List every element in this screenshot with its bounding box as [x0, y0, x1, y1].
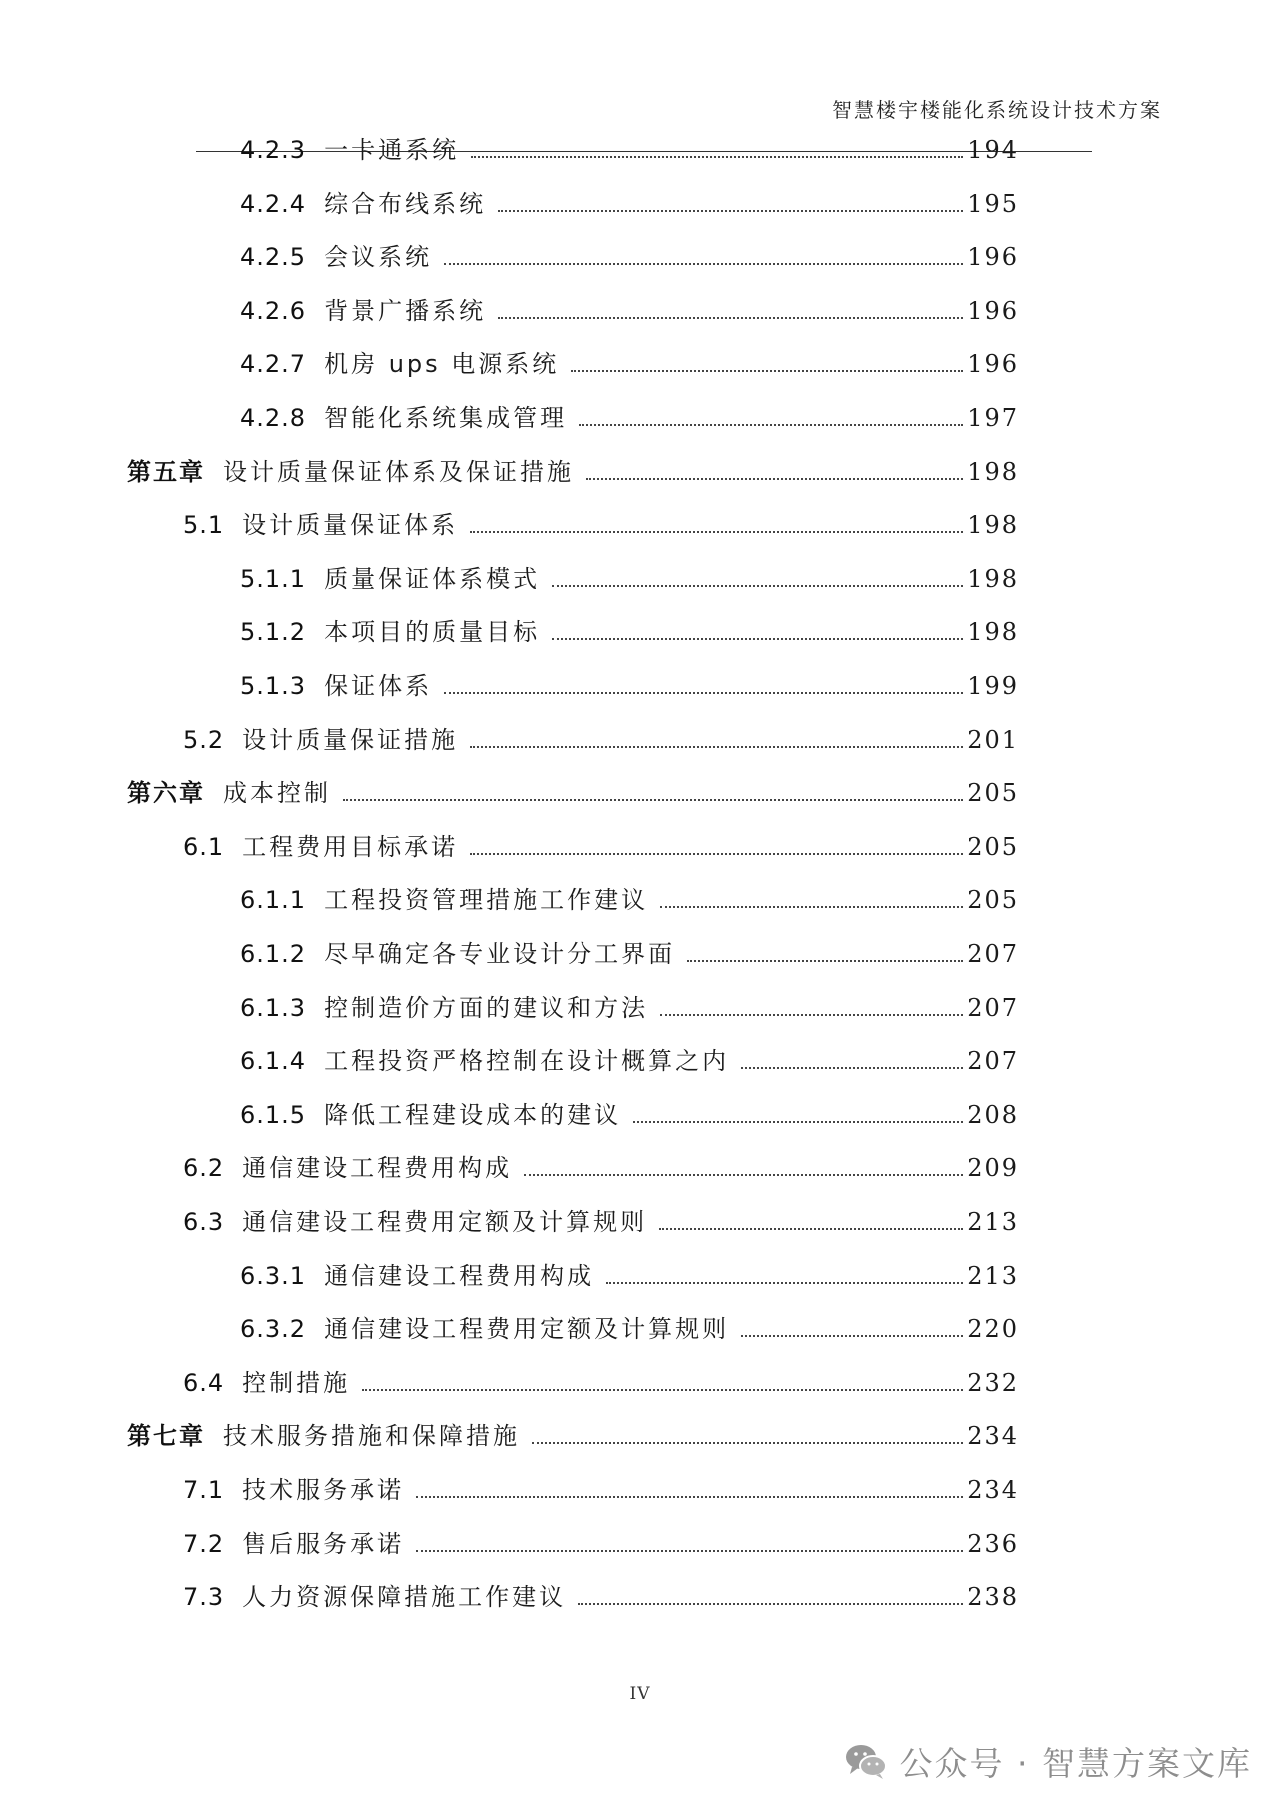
toc-entry[interactable]	[0, 1572, 1270, 1612]
toc-entry-title: 工程投资管理措施工作建议	[324, 886, 649, 915]
toc-entry[interactable]	[0, 1143, 1270, 1183]
toc-entry-title: 设计质量保证措施	[242, 725, 459, 754]
toc-entry-title: 通信建设工程费用定额及计算规则	[324, 1315, 730, 1344]
toc-entry-title: 会议系统	[324, 243, 433, 272]
toc-entry-title: 机房 ups 电源系统	[324, 350, 560, 379]
toc-entry-number: 4.2.5	[240, 243, 307, 272]
toc-entry-page: 213	[967, 1261, 1019, 1290]
toc-entry-title: 一卡通系统	[324, 136, 460, 164]
toc-dot-leader	[470, 746, 963, 748]
toc-entry-page: 205	[967, 779, 1019, 808]
toc-entry[interactable]	[0, 1036, 1270, 1076]
toc-entry[interactable]	[0, 1251, 1270, 1291]
toc-entry[interactable]	[0, 447, 1270, 487]
toc-entry[interactable]	[0, 286, 1270, 326]
toc-dot-leader	[552, 585, 963, 587]
toc-entry-page: 196	[967, 243, 1019, 272]
toc-entry-number: 5.1.1	[240, 564, 307, 593]
toc-entry-page: 234	[967, 1422, 1019, 1451]
toc-entry-title: 综合布线系统	[324, 189, 487, 218]
toc-entry-title: 成本控制	[223, 779, 331, 808]
toc-entry-title: 工程费用目标承诺	[242, 832, 459, 861]
toc-entry-number: 6.1.5	[240, 1100, 307, 1129]
toc-dot-leader	[498, 210, 963, 212]
toc-dot-leader	[741, 1067, 963, 1069]
toc-entry-title: 通信建设工程费用定额及计算规则	[242, 1208, 648, 1236]
toc-entry-page: 198	[967, 457, 1019, 486]
toc-dot-leader	[552, 638, 963, 640]
toc-dot-leader	[579, 424, 963, 426]
toc-entry[interactable]	[0, 929, 1270, 969]
toc-entry[interactable]	[0, 1197, 1270, 1237]
toc-entry-page: 220	[967, 1315, 1019, 1344]
toc-dot-leader	[660, 906, 963, 908]
toc-dot-leader	[444, 692, 963, 694]
running-header-title: 智慧楼宇楼能化系统设计技术方案	[832, 98, 1162, 122]
toc-entry[interactable]	[0, 500, 1270, 540]
toc-entry-number: 5.1	[183, 511, 225, 540]
watermark-text: 公众号 · 智慧方案文库	[899, 1743, 1252, 1783]
toc-entry[interactable]	[0, 554, 1270, 594]
toc-entry-number: 4.2.7	[240, 350, 307, 379]
toc-entry-page: 198	[967, 618, 1019, 647]
toc-entry[interactable]	[0, 607, 1270, 647]
table-of-contents	[0, 125, 1280, 1645]
toc-entry-number: 4.2.4	[240, 189, 307, 218]
toc-entry-title: 保证体系	[324, 672, 433, 700]
toc-entry[interactable]	[0, 1519, 1270, 1559]
toc-entry-number: 6.1.2	[240, 940, 307, 968]
toc-dot-leader	[741, 1335, 963, 1337]
toc-entry-number: 7.3	[183, 1583, 225, 1612]
toc-entry-number: 4.2.6	[240, 296, 307, 325]
toc-dot-leader	[578, 1603, 963, 1605]
toc-entry-title: 设计质量保证体系	[242, 511, 459, 540]
toc-entry-number: 6.1.4	[240, 1047, 307, 1076]
toc-dot-leader	[470, 853, 963, 855]
toc-entry-title: 技术服务措施和保障措施	[223, 1422, 520, 1451]
toc-entry-title: 人力资源保障措施工作建议	[242, 1583, 567, 1612]
toc-dot-leader	[416, 1496, 963, 1498]
toc-entry-page: 199	[967, 672, 1019, 700]
toc-entry[interactable]	[0, 339, 1270, 379]
toc-entry[interactable]	[0, 1465, 1270, 1505]
toc-entry-page: 207	[967, 940, 1019, 968]
toc-entry-title: 质量保证体系模式	[324, 564, 541, 593]
toc-dot-leader	[444, 263, 963, 265]
toc-entry-title: 技术服务承诺	[242, 1476, 405, 1504]
toc-entry-page: 209	[967, 1154, 1019, 1183]
toc-dot-leader	[659, 1228, 963, 1230]
wechat-icon	[844, 1741, 888, 1781]
toc-entry[interactable]	[0, 1358, 1270, 1398]
toc-entry-title: 本项目的质量目标	[324, 618, 541, 647]
toc-entry-number: 4.2.3	[240, 136, 307, 164]
toc-entry[interactable]	[0, 983, 1270, 1023]
toc-entry-title: 售后服务承诺	[242, 1529, 405, 1558]
toc-dot-leader	[633, 1121, 963, 1123]
toc-entry-page: 198	[967, 511, 1019, 540]
toc-entry-number: 5.1.3	[240, 672, 307, 700]
toc-entry-page: 197	[967, 404, 1019, 432]
toc-entry-page: 196	[967, 296, 1019, 325]
toc-entry-title: 通信建设工程费用构成	[242, 1154, 513, 1183]
toc-dot-leader	[660, 1014, 963, 1016]
toc-entry-number: 6.3.2	[240, 1315, 307, 1344]
toc-entry[interactable]	[0, 715, 1270, 755]
toc-entry-page: 236	[967, 1529, 1019, 1558]
toc-entry-page: 205	[967, 886, 1019, 915]
toc-entry[interactable]	[0, 1304, 1270, 1344]
toc-entry-page: 207	[967, 1047, 1019, 1076]
toc-entry-number: 6.1	[183, 832, 225, 861]
toc-dot-leader	[343, 799, 963, 801]
toc-entry-title: 通信建设工程费用构成	[324, 1261, 595, 1290]
toc-entry-page: 234	[967, 1476, 1019, 1504]
toc-entry-title: 降低工程建设成本的建议	[324, 1100, 622, 1129]
toc-entry-page: 198	[967, 564, 1019, 593]
toc-dot-leader	[687, 960, 963, 962]
toc-entry-title: 控制造价方面的建议和方法	[324, 993, 649, 1022]
toc-entry-number: 6.1.3	[240, 993, 307, 1022]
toc-dot-leader	[586, 478, 963, 480]
toc-entry-number: 第六章	[127, 779, 205, 808]
toc-entry-page: 205	[967, 832, 1019, 861]
toc-dot-leader	[362, 1389, 963, 1391]
toc-entry[interactable]	[0, 768, 1270, 808]
toc-entry[interactable]	[0, 875, 1270, 915]
toc-entry-page: 232	[967, 1368, 1019, 1397]
toc-entry-number: 6.1.1	[240, 886, 307, 915]
page-number: IV	[629, 1684, 651, 1704]
toc-dot-leader	[471, 156, 963, 158]
toc-dot-leader	[416, 1550, 963, 1552]
toc-entry-number: 6.3	[183, 1208, 225, 1236]
toc-dot-leader	[606, 1282, 963, 1284]
toc-entry-number: 7.2	[183, 1529, 225, 1558]
toc-entry[interactable]	[0, 1090, 1270, 1130]
toc-entry-number: 7.1	[183, 1476, 225, 1504]
toc-entry-number: 5.2	[183, 725, 225, 754]
toc-entry-page: 194	[967, 136, 1019, 164]
toc-entry-page: 208	[967, 1100, 1019, 1129]
toc-entry-number: 4.2.8	[240, 404, 307, 432]
toc-entry-page: 195	[967, 189, 1019, 218]
toc-entry-number: 第五章	[127, 457, 205, 486]
watermark	[844, 1738, 1252, 1784]
toc-entry-title: 尽早确定各专业设计分工界面	[324, 940, 676, 968]
toc-entry-page: 201	[967, 725, 1019, 754]
toc-entry[interactable]	[0, 125, 1270, 165]
toc-dot-leader	[524, 1174, 963, 1176]
toc-entry-number: 6.4	[183, 1368, 225, 1397]
toc-entry[interactable]	[0, 393, 1270, 433]
toc-dot-leader	[498, 317, 963, 319]
toc-entry[interactable]	[0, 232, 1270, 272]
toc-dot-leader	[571, 370, 963, 372]
toc-entry-number: 第七章	[127, 1422, 205, 1451]
toc-entry-number: 5.1.2	[240, 618, 307, 647]
toc-entry-number: 6.3.1	[240, 1261, 307, 1290]
toc-entry-page: 238	[967, 1583, 1019, 1612]
toc-entry-title: 背景广播系统	[324, 296, 487, 325]
toc-entry-title: 工程投资严格控制在设计概算之内	[324, 1047, 730, 1076]
toc-entry[interactable]	[0, 179, 1270, 219]
toc-entry[interactable]	[0, 661, 1270, 701]
toc-entry-title: 控制措施	[242, 1368, 351, 1397]
toc-dot-leader	[470, 531, 963, 533]
toc-entry[interactable]	[0, 1411, 1270, 1451]
toc-entry-number: 6.2	[183, 1154, 225, 1183]
toc-entry[interactable]	[0, 822, 1270, 862]
toc-entry-page: 207	[967, 993, 1019, 1022]
toc-dot-leader	[532, 1442, 963, 1444]
toc-entry-page: 213	[967, 1208, 1019, 1236]
toc-entry-title: 设计质量保证体系及保证措施	[223, 457, 574, 486]
toc-entry-page: 196	[967, 350, 1019, 379]
toc-entry-title: 智能化系统集成管理	[324, 404, 568, 432]
